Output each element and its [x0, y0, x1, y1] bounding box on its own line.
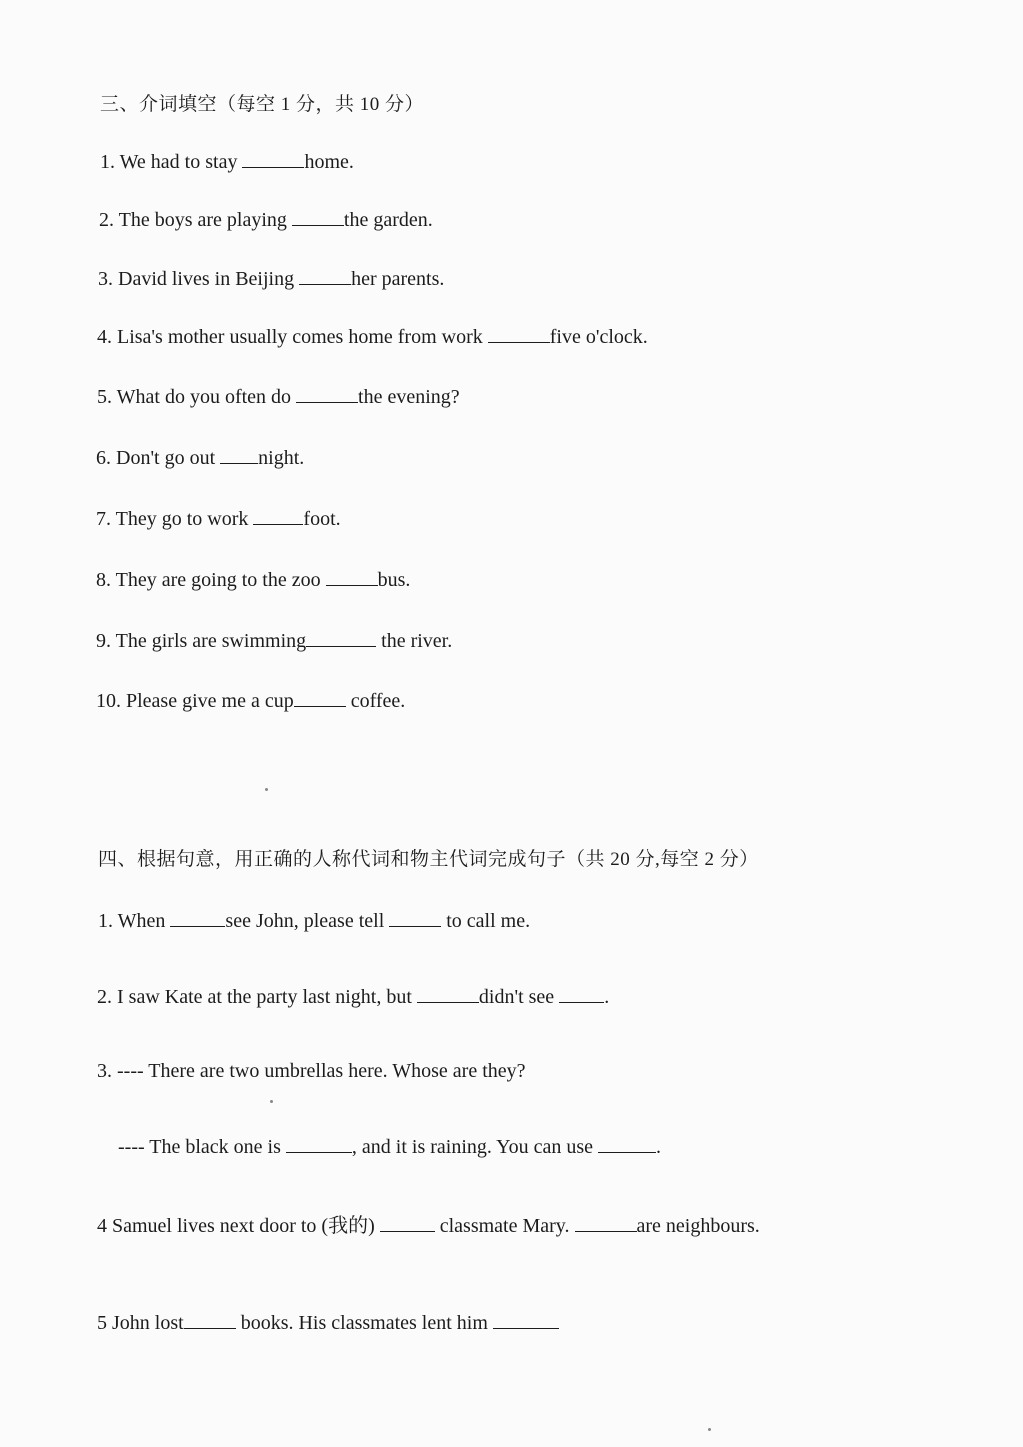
question-text: night. [258, 447, 305, 469]
answer-blank[interactable] [488, 324, 550, 343]
scan-speck [708, 1428, 711, 1431]
question-text: , and it is raining. You can use [351, 1136, 598, 1158]
question-text: ---- The black one is [118, 1136, 286, 1158]
answer-blank[interactable] [170, 908, 225, 927]
answer-blank[interactable] [286, 1134, 352, 1153]
answer-blank[interactable] [242, 149, 304, 168]
question-text: home. [304, 151, 354, 173]
question-text: see John, please tell [225, 910, 390, 932]
answer-blank[interactable] [493, 1310, 559, 1329]
question-text: 6. Don't go out [96, 447, 221, 469]
question-text: her parents. [351, 268, 445, 290]
answer-blank[interactable] [184, 1310, 236, 1329]
section3-question-4 [97, 324, 648, 350]
question-text: coffee. [345, 690, 406, 712]
answer-blank[interactable] [306, 628, 376, 647]
question-text: foot. [303, 508, 341, 530]
question-text: 4 Samuel lives next door to (我的) [97, 1215, 380, 1237]
section3-question-7 [96, 506, 341, 532]
section4-question-4 [97, 1213, 760, 1239]
question-text: 9. The girls are swimming [96, 630, 307, 652]
question-text: classmate Mary. [434, 1215, 575, 1237]
question-text: five o'clock. [549, 326, 648, 348]
answer-blank[interactable] [294, 688, 346, 707]
question-text: to call me. [441, 910, 531, 932]
answer-blank[interactable] [598, 1134, 656, 1153]
question-text: 1. When [98, 910, 171, 932]
answer-blank[interactable] [417, 984, 479, 1003]
section3-question-8 [96, 567, 410, 593]
question-text: 2. The boys are playing [99, 209, 292, 231]
section3-question-10 [96, 688, 405, 714]
question-text: books. His classmates lent him [235, 1312, 493, 1334]
question-text: 5 John lost [97, 1312, 184, 1334]
question-text: 8. They are going to the zoo [96, 569, 326, 591]
answer-blank[interactable] [380, 1213, 435, 1232]
section3-question-5 [97, 384, 460, 410]
answer-blank[interactable] [296, 384, 358, 403]
answer-blank[interactable] [326, 567, 378, 586]
question-text: the river. [376, 630, 453, 652]
question-text: the garden. [343, 209, 433, 231]
answer-blank[interactable] [575, 1213, 637, 1232]
section4-question-3 [97, 1058, 526, 1084]
answer-blank[interactable] [253, 506, 303, 525]
answer-blank[interactable] [299, 266, 351, 285]
scan-speck [270, 1100, 273, 1103]
answer-blank[interactable] [389, 908, 441, 927]
section4-question-5 [97, 1310, 559, 1336]
section3-question-6 [96, 445, 304, 471]
scan-speck [265, 788, 268, 791]
question-text: 4. Lisa's mother usually comes home from work [97, 326, 488, 348]
question-text: 7. They go to work [96, 508, 254, 530]
answer-blank[interactable] [559, 984, 604, 1003]
question-text: 3. ---- There are two umbrellas here. Whose are they? [97, 1060, 526, 1082]
question-text: 10. Please give me a cup [96, 690, 294, 712]
question-text: 3. David lives in Beijing [98, 268, 300, 290]
question-text: . [604, 986, 610, 1008]
section3-question-9 [96, 628, 452, 654]
question-text: . [656, 1136, 661, 1158]
section3-question-2 [99, 207, 433, 233]
question-text: the evening? [358, 386, 460, 408]
answer-blank[interactable] [220, 445, 258, 464]
question-text: 5. What do you often do [97, 386, 297, 408]
section3-question-1 [100, 149, 354, 175]
section4-question-3-reply [118, 1134, 661, 1160]
section4-question-1 [98, 908, 530, 934]
question-text: didn't see [478, 986, 560, 1008]
question-text: 2. I saw Kate at the party last night, but [97, 986, 417, 1008]
section4-question-2 [97, 984, 609, 1010]
question-text: bus. [377, 569, 411, 591]
section4-heading: 四、根据句意，用正确的人称代词和物主代词完成句子（共 20 分,每空 2 分） [98, 849, 759, 870]
section3-heading: 三、介词填空（每空 1 分，共 10 分） [100, 94, 425, 115]
section3-question-3 [98, 266, 444, 292]
question-text: 1. We had to stay [100, 151, 243, 173]
answer-blank[interactable] [292, 207, 344, 226]
question-text: are neighbours. [636, 1215, 760, 1237]
